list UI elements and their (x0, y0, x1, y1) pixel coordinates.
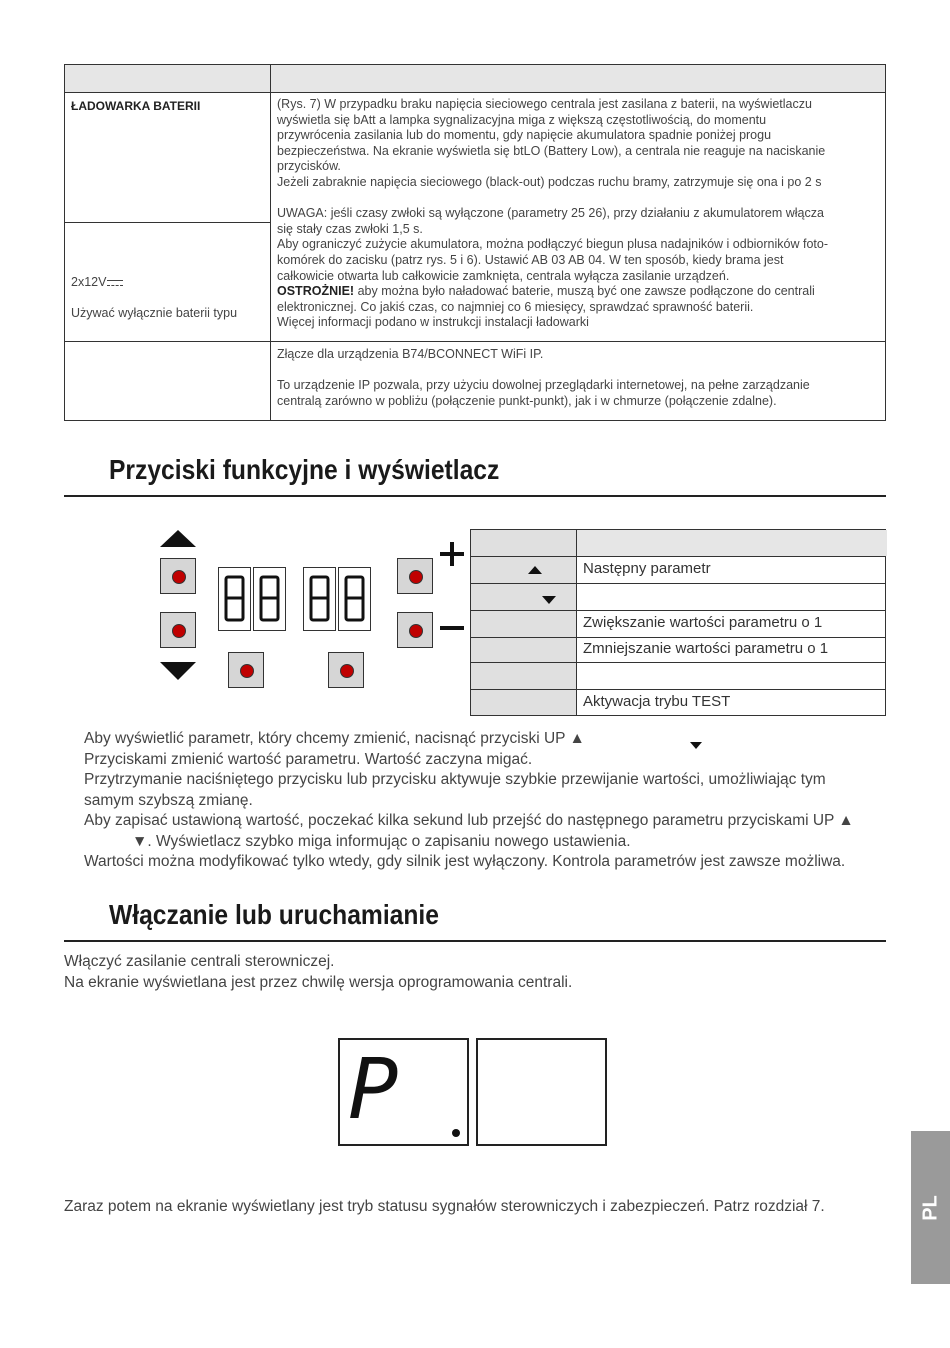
table-header (65, 65, 885, 93)
up-button[interactable] (160, 558, 196, 594)
footer-text: Zaraz potem na ekranie wyświetlany jest tryb statusu sygnałów sterowniczych i zabezpieczeń. Patrz rozdział 7. (64, 1198, 825, 1215)
language-tab (911, 1131, 950, 1284)
instruction-line: Przytrzymanie naciśniętego przycisku lub przycisku aktywuje szybkie przewijanie wartości, umożliwiając tym (84, 771, 826, 788)
desc-line: całkowicie otwarta lub całkowicie zamknięta, centrala wyłącza zasilanie urządzeń. (277, 268, 730, 283)
down-arrow-icon (542, 596, 556, 604)
wifi-line: Złącze dla urządzenia B74/BCONNECT WiFi IP. (277, 347, 544, 361)
led-dot-icon (172, 624, 186, 638)
caution-text: aby można było naładować baterie, muszą być one zawsze podłączone do centrali (354, 284, 815, 299)
desc-line: przywrócenia zasilania lub do momentu, gdy napięcie akumulatora spadnie poniżej progu (277, 128, 772, 143)
plus-icon (440, 542, 464, 566)
plus-button[interactable] (397, 558, 433, 594)
startup-line: Włączyć zasilanie centrali sterowniczej. (64, 953, 335, 970)
row-divider (65, 341, 885, 342)
minus-icon (440, 626, 464, 632)
wifi-description (277, 347, 879, 409)
desc-line: elektronicznej. Co jakiś czas, co najmniej co 6 miesięcy, sprawdzać sprawność baterii. (277, 299, 754, 314)
prog-button[interactable] (228, 652, 264, 688)
battery-description (277, 97, 879, 331)
segment-eights-icon (218, 567, 373, 631)
minus-button[interactable] (397, 612, 433, 648)
table-header (577, 530, 887, 556)
led-dot-icon (409, 570, 423, 584)
instruction-line: samym szybszą zmianę. (84, 791, 253, 809)
desc-line: wyświetla się bAtt a lampka sygnalizacyjna miga z większą częstotliwością, do momentu (277, 112, 767, 127)
display-char: P (348, 1040, 400, 1138)
instructions (84, 729, 888, 873)
battery-table (64, 64, 886, 421)
function-table (470, 529, 886, 716)
row-text: Zmniejszanie wartości parametru o 1 (583, 640, 829, 657)
test-button[interactable] (328, 652, 364, 688)
row-text: Aktywacja trybu TEST (583, 693, 731, 710)
instruction-line: ▼. Wyświetlacz szybko miga informując o zapisaniu nowego ustawienia. (132, 832, 631, 850)
display-digit-left (338, 1038, 469, 1146)
instruction-line: Aby wyświetlić parametr, który chcemy zmienić, nacisnąć przyciski UP ▲ (84, 729, 888, 750)
down-arrow-icon (690, 735, 702, 756)
instruction-line: Aby zapisać ustawioną wartość, poczekać kilka sekund lub przejść do następnego parametru przyciskami UP ▲ (84, 812, 854, 829)
up-arrow-icon (528, 566, 542, 574)
caution-line (277, 284, 879, 300)
desc-line: UWAGA: jeśli czasy zwłoki są wyłączone (parametry 25 26), przy działaniu z akumulatorem włącza (277, 206, 824, 221)
table-row (471, 583, 885, 610)
wifi-line: To urządzenie IP pozwala, przy użyciu dowolnej przeglądarki internetowej, na pełne zarządzanie (277, 378, 810, 393)
desc-line: Aby ograniczyć zużycie akumulatora, można podłączyć biegun plusa nadajników i odbiorników foto- (277, 237, 828, 252)
section-title-buttons: Przyciski funkcyjne i wyświetlacz (109, 454, 500, 485)
led-dot-icon (240, 664, 254, 678)
startup-line: Na ekranie wyświetlana jest przez chwilę wersja oprogramowania centrali. (64, 974, 573, 991)
row-divider (65, 222, 270, 223)
display-digit-right (476, 1038, 607, 1146)
dc-icon (107, 280, 123, 286)
instruction-line: Przyciskami zmienić wartość parametru. Wartość zaczyna migać. (84, 750, 533, 768)
row-text: Następny parametr (583, 560, 711, 577)
desc-line: Jeżeli zabraknie napięcia sieciowego (black-out) podczas ruchu bramy, zatrzymuje się ona i po 2 s (277, 174, 822, 189)
decimal-dot-icon (452, 1129, 460, 1137)
row-text: Zwiększanie wartości parametru o 1 (583, 614, 823, 631)
desc-line: się stały czas zwłoki 1,5 s. (277, 221, 423, 236)
led-dot-icon (172, 570, 186, 584)
down-button[interactable] (160, 612, 196, 648)
wifi-line: centralą zarówno w pobliżu (połączenie punkt-punkt), jak i w chmurze (połączenie zdalne). (277, 393, 777, 408)
desc-line: przycisków. (277, 159, 341, 174)
battery-voltage: 2x12V (71, 275, 123, 289)
led-dot-icon (340, 664, 354, 678)
desc-line: komórek do zacisku (patrz rys. 5 i 6). Ustawić AB 03 AB 04. W ten sposób, kiedy brama jest (277, 252, 784, 267)
table-row (471, 662, 885, 689)
section-title-startup: Włączanie lub uruchamianie (109, 899, 439, 930)
section-rule (64, 495, 886, 497)
language-label: PL (919, 1194, 941, 1221)
down-arrow-icon (160, 662, 196, 680)
table-row (471, 637, 885, 662)
table-row (471, 689, 885, 716)
instruction-line: Wartości można modyfikować tylko wtedy, gdy silnik jest wyłączony. Kontrola parametrów jest zawsze możliwa. (84, 853, 846, 870)
spacer (277, 191, 879, 207)
spacer (277, 363, 879, 379)
section-rule (64, 940, 886, 942)
desc-line: (Rys. 7) W przypadku braku napięcia sieciowego centrala jest zasilana z baterii, na wyświetlaczu (277, 97, 812, 111)
table-row (471, 556, 885, 583)
table-row (471, 610, 885, 637)
desc-line: Więcej informacji podano w instrukcji instalacji ładowarki (277, 315, 589, 330)
desc-line: bezpieczeństwa. Na ekranie wyświetla się btLO (Battery Low), a centrala nie reaguje na naciskanie (277, 143, 826, 158)
column-divider (270, 65, 271, 420)
battery-label: ŁADOWARKA BATERII (71, 99, 201, 113)
battery-note: Używać wyłącznie baterii typu (71, 306, 238, 320)
up-arrow-icon (160, 530, 196, 548)
led-dot-icon (409, 624, 423, 638)
caution-label: OSTROŻNIE! (277, 284, 355, 299)
